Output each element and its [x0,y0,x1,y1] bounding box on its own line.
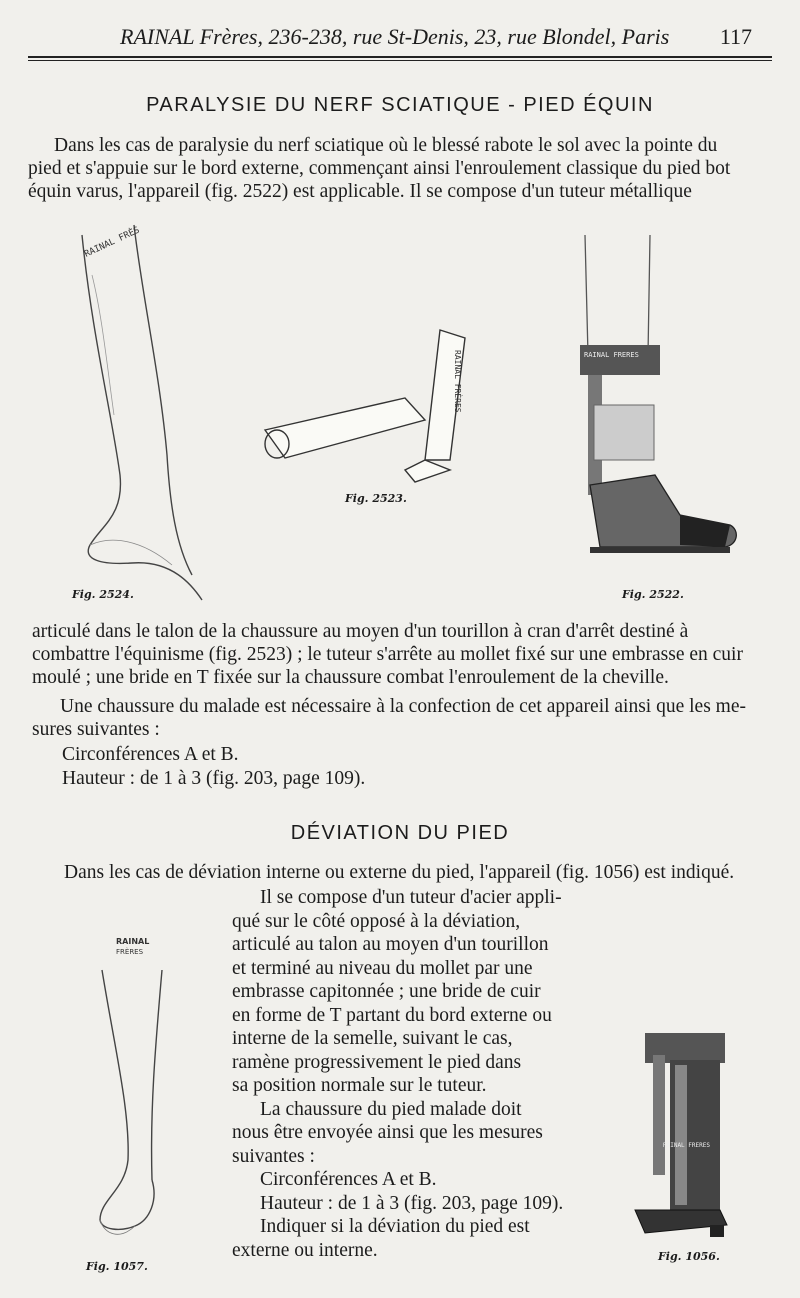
text-line: Indiquer si la déviation du pied est [260,1216,530,1237]
caption-fig-1057: Fig. 1057. [86,1260,148,1273]
text-line: articulé au talon au moyen d'un tourillon [232,934,549,955]
text-line: qué sur le côté opposé à la déviation, [232,910,521,932]
running-title: RAINAL Frères, 236-238, rue St-Denis, 23, rue Blondel, Paris [120,24,670,49]
brand-stamp-2523: RAINAL FRÈRES [453,350,462,413]
paragraph-deviation-body [232,886,582,1262]
brace-illustration-1056 [615,985,745,1240]
caption-fig-2522: Fig. 2522. [622,588,684,601]
caption-fig-2523: Fig. 2523. [345,492,407,505]
header-rule [28,56,772,58]
text-line: et terminé au niveau du mollet par une [232,957,533,979]
paragraph-deviation-intro: Dans les cas de déviation interne ou externe du pied, l'appareil (fig. 1056) est indiqué. [64,862,735,883]
section-title-paralysie: PARALYSIE DU NERF SCIATIQUE - PIED ÉQUIN [146,94,654,116]
text-line: articulé dans le talon de la chaussure au moyen d'un tourillon à cran d'arrêt destiné à [32,621,689,642]
brand-stamp-2522: RAINAL FRERES [584,351,639,359]
leg-illustration-2524 [72,215,232,605]
page-number: 117 [719,24,752,49]
brace-illustration-2522 [560,225,750,585]
text-line: Il se compose d'un tuteur d'acier appli- [260,887,562,908]
text-line: La chaussure du pied malade doit [260,1098,522,1120]
text-line: suivantes : [232,1145,315,1167]
text-line: moulé ; une bride en T fixée sur la chaussure combat l'enroulement de la cheville. [32,667,669,688]
header-rule-thin [28,60,772,61]
text-line: ramène progressivement le pied dans [232,1051,522,1073]
splint-illustration-2523 [255,310,485,490]
leg-illustration-1057 [80,930,210,1260]
paragraph-measures [32,695,774,741]
caption-fig-1056: Fig. 1056. [658,1250,720,1263]
caption-fig-2524: Fig. 2524. [72,588,134,601]
brand-stamp-1057-a: RAINAL [116,937,150,946]
text-line: interne de la semelle, suivant le cas, [232,1028,513,1049]
brand-stamp-1057-b: FRÈRES [116,948,144,956]
text-line: Dans les cas de paralysie du nerf sciatique où le blessé rabote le sol avec la pointe du [54,135,718,156]
text-line: embrasse capitonnée ; une bride de cuir [232,981,541,1002]
text-line: équin varus, l'appareil (fig. 2522) est applicable. Il se compose d'un tuteur métallique [28,181,692,202]
measure-circ: Circonférences A et B. [62,744,239,765]
text-line: combattre l'équinisme (fig. 2523) ; le tuteur s'arrête au mollet fixé sur une embrasse en cuir [32,644,743,665]
text-line: sures suivantes : [32,719,160,740]
text-line: pied et s'appuie sur le bord externe, commençant ainsi l'enroulement classique du pied bot [28,158,731,179]
text-line: en forme de T partant du bord externe ou [232,1004,552,1026]
text-line: sa position normale sur le tuteur. [232,1075,487,1096]
text-line: Une chaussure du malade est nécessaire à la confection de cet appareil ainsi que les me- [60,696,746,717]
brand-stamp-1056: RAINAL FRERES [663,1142,710,1149]
brand-stamp-2524: RAINAL FRÈS [83,225,142,260]
paragraph-articule [32,620,774,689]
running-header [48,20,760,56]
text-line: Hauteur : de 1 à 3 (fig. 203, page 109). [260,1192,564,1214]
section-title-deviation: DÉVIATION DU PIED [290,822,510,844]
text-line: externe ou interne. [232,1239,378,1261]
paragraph-intro [28,134,772,203]
text-line: Circonférences A et B. [260,1169,437,1190]
text-line: nous être envoyée ainsi que les mesures [232,1122,543,1143]
measure-height: Hauteur : de 1 à 3 (fig. 203, page 109). [62,768,366,789]
